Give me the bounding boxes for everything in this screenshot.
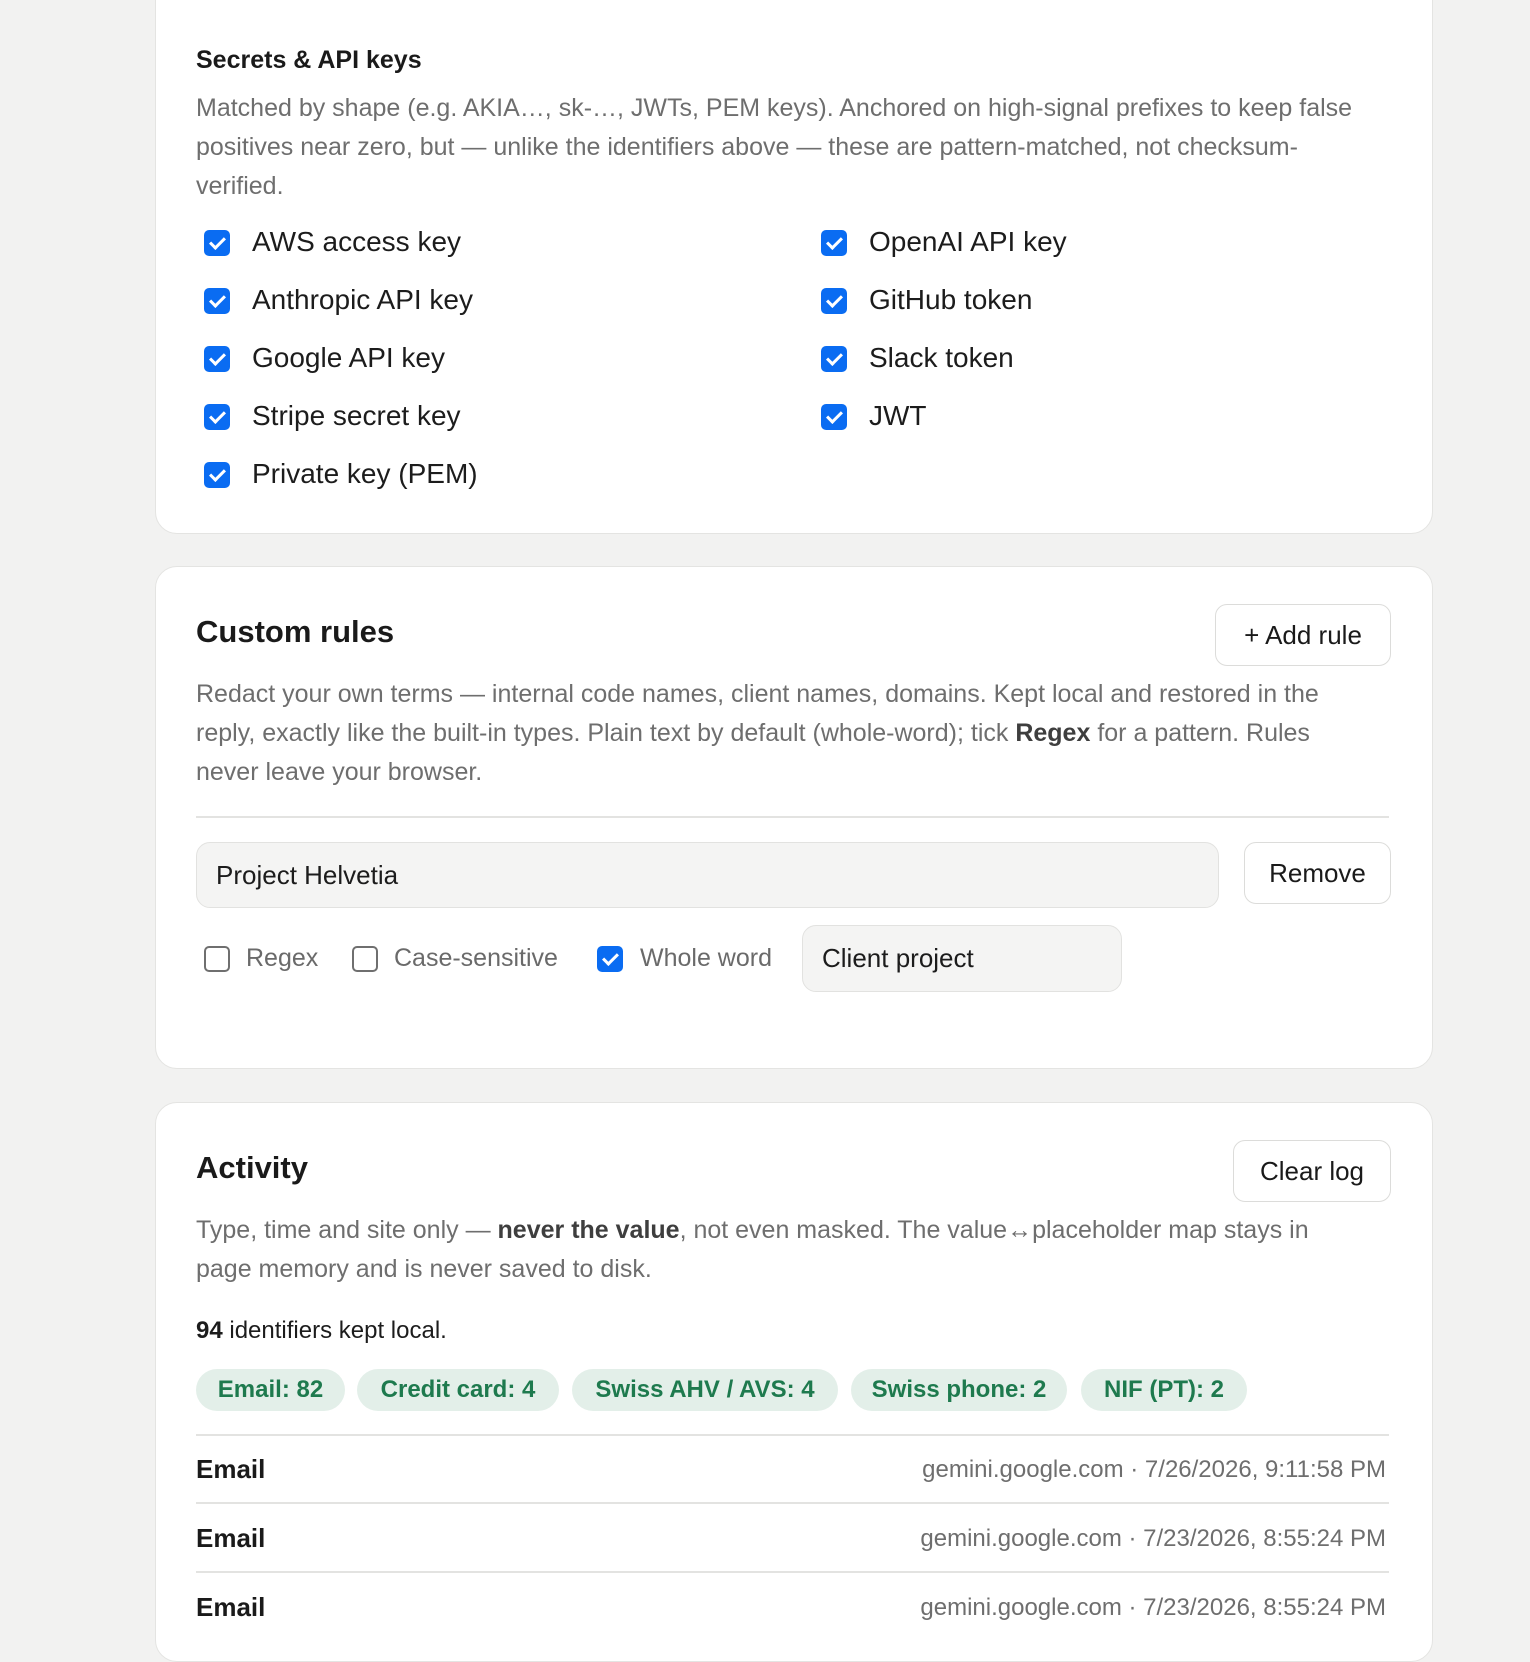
activity-description: Type, time and site only — never the value, not even masked. The value↔placeholder map stays in page memory and is never saved to disk. xyxy=(196,1216,1309,1283)
label-jwt: JWT xyxy=(869,400,927,431)
label-openai-api-key: OpenAI API key xyxy=(869,226,1067,257)
custom-rules-title: Custom rules xyxy=(196,614,395,649)
log-divider xyxy=(196,1434,1389,1436)
log-meta: gemini.google.com · 7/26/2026, 9:11:58 PM xyxy=(922,1456,1386,1483)
label-slack-token: Slack token xyxy=(869,342,1014,373)
checkbox-anthropic-api-key[interactable] xyxy=(204,288,230,314)
checkbox-openai-api-key[interactable] xyxy=(821,230,847,256)
checkbox-jwt[interactable] xyxy=(821,404,847,430)
checkbox-slack-token[interactable] xyxy=(821,346,847,372)
label-whole-word: Whole word xyxy=(640,944,772,972)
label-regex: Regex xyxy=(246,944,319,972)
chip-email: Email: 82 xyxy=(196,1369,345,1411)
chip-swiss-ahv: Swiss AHV / AVS: 4 xyxy=(572,1369,838,1411)
label-stripe-secret-key: Stripe secret key xyxy=(252,400,461,431)
secrets-description: Matched by shape (e.g. AKIA…, sk-…, JWTs, PEM keys). Anchored on high-signal prefixes to keep false positives near zero, but — unlike the identifiers above — these are pattern-matched, not checksum-verified. xyxy=(196,94,1353,200)
log-type: Email xyxy=(196,1592,266,1622)
secrets-card xyxy=(155,0,1433,534)
log-meta: gemini.google.com · 7/23/2026, 8:55:24 PM xyxy=(920,1594,1386,1621)
log-row-divider xyxy=(196,1502,1389,1504)
clear-log-button[interactable]: Clear log xyxy=(1233,1140,1391,1202)
checkbox-case-sensitive[interactable] xyxy=(352,946,378,972)
log-row-divider xyxy=(196,1571,1389,1573)
identifiers-count: 94 identifiers kept local. xyxy=(196,1317,447,1344)
activity-title: Activity xyxy=(196,1150,308,1185)
log-type: Email xyxy=(196,1523,266,1553)
chip-credit-card: Credit card: 4 xyxy=(357,1369,559,1411)
checkbox-google-api-key[interactable] xyxy=(204,346,230,372)
log-type: Email xyxy=(196,1454,266,1484)
label-google-api-key: Google API key xyxy=(252,342,446,373)
label-private-key-pem: Private key (PEM) xyxy=(252,458,478,489)
label-github-token: GitHub token xyxy=(869,284,1033,315)
rule-term-input[interactable]: Project Helvetia xyxy=(196,842,1219,908)
checkbox-github-token[interactable] xyxy=(821,288,847,314)
checkbox-regex[interactable] xyxy=(204,946,230,972)
checkbox-aws-access-key[interactable] xyxy=(204,230,230,256)
log-meta: gemini.google.com · 7/23/2026, 8:55:24 PM xyxy=(920,1525,1386,1552)
remove-rule-button[interactable]: Remove xyxy=(1244,842,1391,904)
rule-tag-input[interactable]: Client project xyxy=(802,925,1122,992)
label-anthropic-api-key: Anthropic API key xyxy=(252,284,474,315)
custom-rules-description: Redact your own terms — internal code names, client names, domains. Kept local and restored in the reply, exactly like the built-in types. Plain text by default (whole-word); tick Regex for a pattern. Rules never leave your browser. xyxy=(196,680,1319,786)
add-rule-button[interactable]: + Add rule xyxy=(1215,604,1391,666)
label-case-sensitive: Case-sensitive xyxy=(394,944,558,972)
chip-nif-pt: NIF (PT): 2 xyxy=(1081,1369,1247,1411)
checkbox-private-key-pem[interactable] xyxy=(204,462,230,488)
chip-swiss-phone: Swiss phone: 2 xyxy=(851,1369,1067,1411)
custom-rules-divider xyxy=(196,816,1389,818)
label-aws-access-key: AWS access key xyxy=(252,226,462,257)
checkbox-whole-word[interactable] xyxy=(597,946,623,972)
secrets-heading: Secrets & API keys xyxy=(196,46,422,74)
checkbox-stripe-secret-key[interactable] xyxy=(204,404,230,430)
